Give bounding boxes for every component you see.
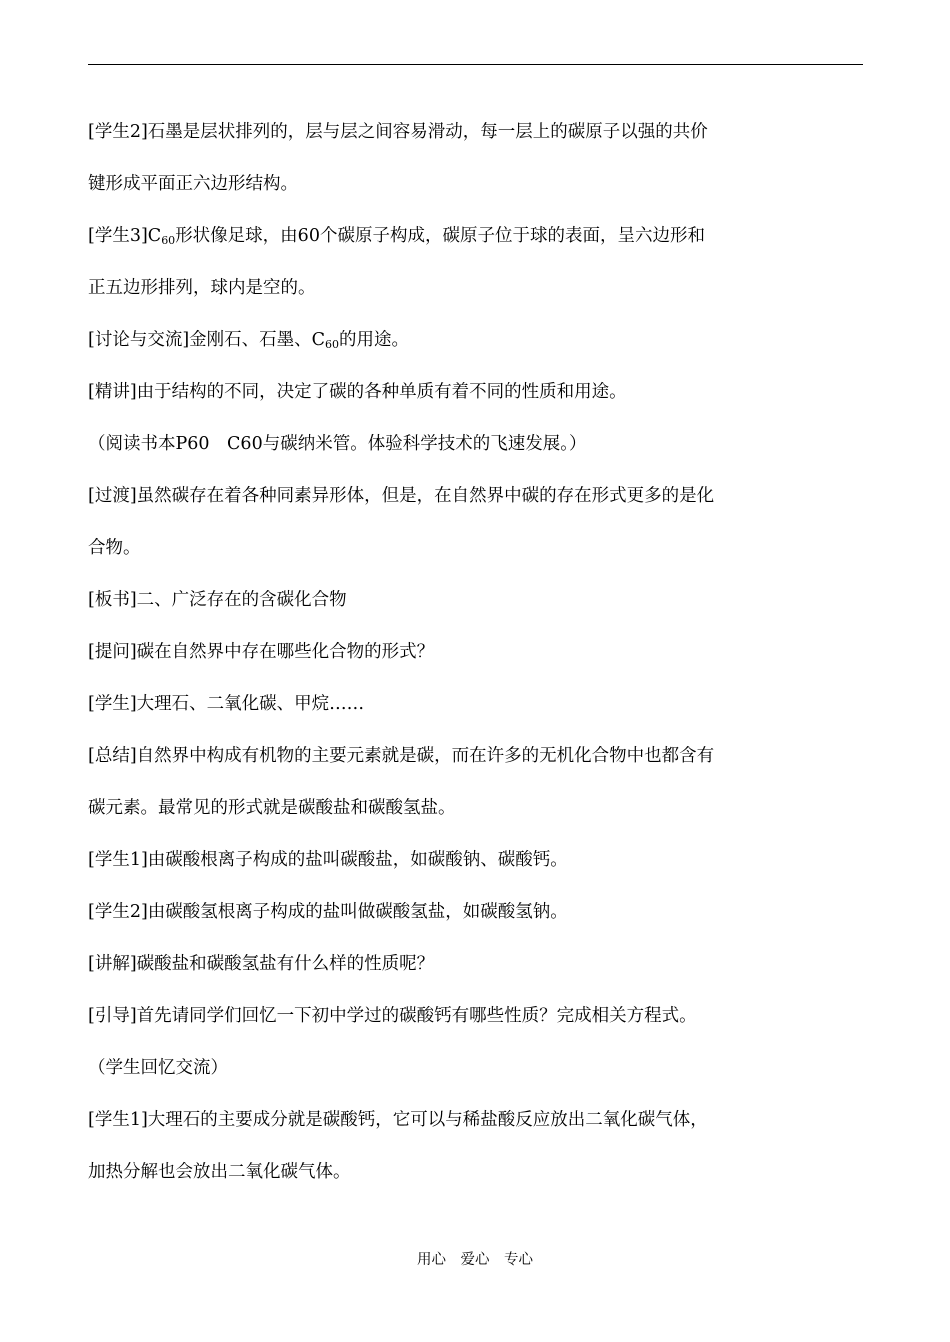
text-line: 合物。: [88, 538, 141, 558]
document-body: [88, 119, 863, 1211]
text-line: [学生2]由碳酸氢根离子构成的盐叫做碳酸氢盐，如碳酸氢钠。: [88, 902, 568, 922]
text-line: [板书]二、广泛存在的含碳化合物: [88, 590, 347, 610]
text-line: [学生1]由碳酸根离子构成的盐叫碳酸盐，如碳酸钠、碳酸钙。: [88, 850, 568, 870]
text-line: [总结]自然界中构成有机物的主要元素就是碳，而在许多的无机化合物中也都含有: [88, 746, 715, 766]
text-line: [学生]大理石、二氧化碳、甲烷……: [88, 694, 365, 714]
text-line: [过渡]虽然碳存在着各种同素异形体，但是，在自然界中碳的存在形式更多的是化: [88, 486, 715, 506]
text-line: [讲解]碳酸盐和碳酸氢盐有什么样的性质呢？: [88, 954, 435, 974]
text-segment: [讨论与交流]金刚石、石墨、C: [88, 330, 326, 350]
text-line: 正五边形排列，球内是空的。: [88, 278, 316, 298]
text-line: [提问]碳在自然界中存在哪些化合物的形式？: [88, 642, 435, 662]
text-line: （阅读书本P60 C60与碳纳米管。体验科学技术的飞速发展。）: [88, 434, 587, 454]
text-line: [学生1]大理石的主要成分就是碳酸钙，它可以与稀盐酸反应放出二氧化碳气体，: [88, 1110, 708, 1130]
text-line: [精讲]由于结构的不同，决定了碳的各种单质有着不同的性质和用途。: [88, 382, 627, 402]
text-line: [88, 223, 863, 249]
text-line: 加热分解也会放出二氧化碳气体。: [88, 1162, 351, 1182]
header-rule: [88, 64, 863, 65]
text-segment: 形状像足球，由60个碳原子构成，碳原子位于球的表面，呈六边形和: [175, 226, 705, 246]
page-footer: 用心 爱心 专心: [417, 1252, 533, 1268]
text-segment: 的用途。: [339, 330, 410, 350]
text-line: （学生回忆交流）: [88, 1058, 228, 1078]
text-line: [引导]首先请同学们回忆一下初中学过的碳酸钙有哪些性质？完成相关方程式。: [88, 1006, 697, 1026]
text-line: 碳元素。最常见的形式就是碳酸盐和碳酸氢盐。: [88, 798, 456, 818]
text-segment: [学生3]C: [88, 226, 162, 246]
text-line: [88, 327, 863, 353]
subscript: 60: [325, 338, 340, 351]
subscript: 60: [161, 234, 176, 247]
text-line: 键形成平面正六边形结构。: [88, 174, 298, 194]
text-line: [学生2]石墨是层状排列的，层与层之间容易滑动，每一层上的碳原子以强的共价: [88, 122, 708, 142]
